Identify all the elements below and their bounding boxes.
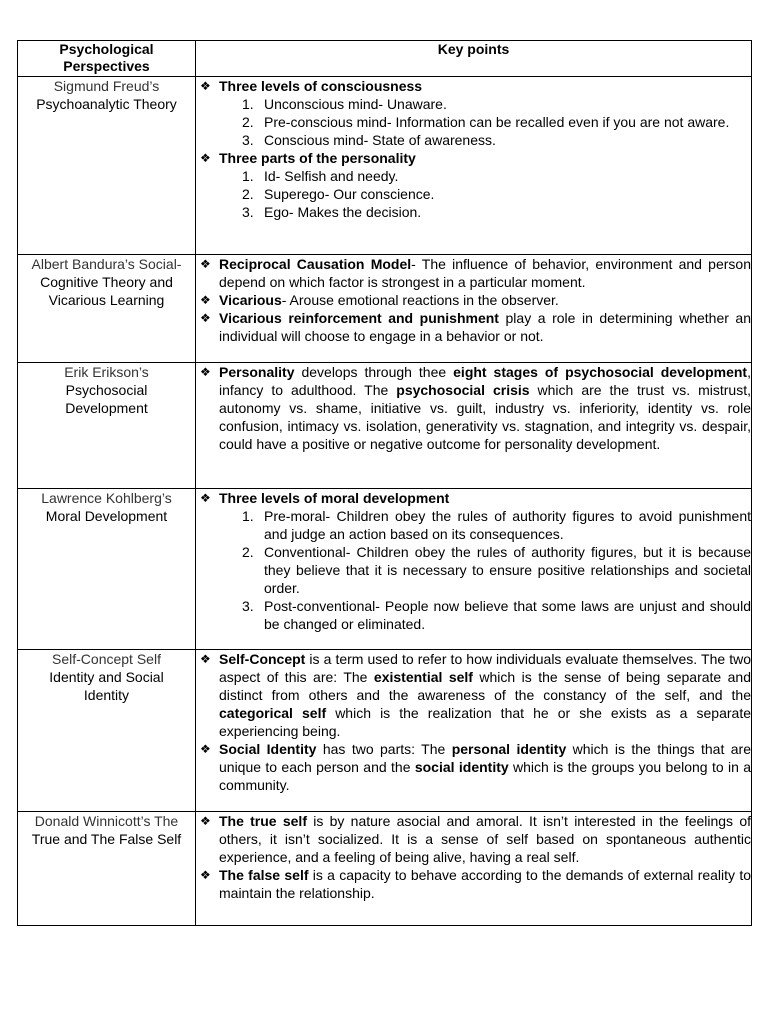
table-row — [18, 363, 752, 489]
bold-text: Social Identity — [219, 741, 317, 757]
text-run: which are the trust vs. mistrust, autonomy vs. shame, initiative vs. guilt, industry vs. inferiority, identity vs. role confusion, intimacy vs. isolation, generativity vs. stagnation, and integrity vs. despair, could have a positive or negative outcome for personality development. — [219, 382, 751, 452]
diamond-bullet-icon: ❖ — [200, 365, 211, 379]
key-points-cell — [196, 489, 752, 650]
key-points-cell — [196, 812, 752, 926]
item-number: 1. — [242, 508, 254, 524]
numbered-item — [196, 185, 751, 203]
bold-text: categorical self — [219, 705, 327, 721]
bold-text: Self-Concept — [219, 651, 306, 667]
bold-text: Three levels of consciousness — [219, 78, 423, 94]
bullet-item — [196, 255, 751, 291]
numbered-item — [196, 95, 751, 113]
diamond-bullet-icon: ❖ — [200, 491, 211, 505]
text-run: , infancy to adulthood. The — [219, 364, 751, 398]
bold-text: Vicarious — [219, 292, 282, 308]
numbered-item — [196, 507, 751, 543]
bold-text: eight stages of psychosocial development — [453, 364, 748, 380]
table-row — [18, 812, 752, 926]
text-run: Post-conventional- People now believe that some laws are unjust and should be changed or eliminated. — [264, 598, 751, 632]
bullet-item — [196, 363, 751, 453]
key-points-cell — [196, 255, 752, 363]
diamond-bullet-icon: ❖ — [200, 79, 211, 93]
numbered-item — [196, 597, 751, 633]
text-run: Conscious mind- State of awareness. — [264, 132, 496, 148]
text-run: has two parts: The — [316, 741, 452, 757]
perspective-line: Development — [65, 400, 148, 416]
bullet-item — [196, 866, 751, 902]
text-run: Superego- Our conscience. — [264, 186, 435, 202]
perspectives-table — [17, 40, 752, 926]
item-number: 2. — [242, 544, 254, 560]
header-perspectives: Psychological Perspectives — [18, 41, 196, 77]
header-row — [18, 41, 752, 77]
bullet-item — [196, 77, 751, 95]
text-run: Pre-conscious mind- Information can be recalled even if you are not aware. — [264, 114, 730, 130]
bold-text: Three levels of moral development — [219, 490, 450, 506]
item-number: 2. — [242, 114, 254, 130]
perspective-line: Identity — [83, 687, 130, 703]
perspective-cell — [18, 489, 196, 650]
numbered-item — [196, 203, 751, 221]
perspective-line: Self-Concept Self — [52, 651, 161, 667]
text-run: which is the sense of being separate and distinct from others and the awareness of the constancy of the self, and the — [219, 669, 751, 703]
perspective-line: Identity and Social — [49, 669, 164, 685]
perspective-line: Psychoanalytic Theory — [36, 96, 177, 112]
bullet-item — [196, 291, 751, 309]
perspective-line: Sigmund Freud’s — [53, 78, 160, 94]
bullet-item — [196, 149, 751, 167]
perspective-line: Psychosocial — [65, 382, 148, 398]
text-run: Ego- Makes the decision. — [264, 204, 422, 220]
perspective-line: Lawrence Kohlberg’s — [41, 490, 172, 506]
item-number: 1. — [242, 96, 254, 112]
numbered-item — [196, 167, 751, 185]
diamond-bullet-icon: ❖ — [200, 293, 211, 307]
bullet-item — [196, 812, 751, 866]
text-run: Conventional- Children obey the rules of authority figures, but it is because they believe that it is necessary to ensure positive relationships and societal order. — [264, 544, 751, 596]
perspective-cell — [18, 77, 196, 255]
bullet-item — [196, 650, 751, 740]
diamond-bullet-icon: ❖ — [200, 742, 211, 756]
numbered-item — [196, 131, 751, 149]
text-run: play a role in determining whether an individual will choose to engage in a behavior or not. — [219, 310, 752, 344]
perspective-line: Donald Winnicott’s The — [34, 813, 179, 829]
diamond-bullet-icon: ❖ — [200, 257, 211, 271]
perspective-line: True and The False Self — [31, 831, 182, 847]
table-row — [18, 255, 752, 363]
numbered-item — [196, 113, 751, 131]
perspective-cell — [18, 255, 196, 363]
bold-text: Vicarious reinforcement and punishment — [219, 310, 499, 326]
text-run: Unconscious mind- Unaware. — [264, 96, 447, 112]
text-run: develops through thee — [294, 364, 454, 380]
bullet-item — [196, 489, 751, 507]
bold-text: The true self — [219, 813, 307, 829]
bold-text: Personality — [219, 364, 295, 380]
table-row — [18, 77, 752, 255]
text-run: Id- Selfish and needy. — [264, 168, 399, 184]
diamond-bullet-icon: ❖ — [200, 652, 211, 666]
perspective-cell — [18, 812, 196, 926]
text-run: Pre-moral- Children obey the rules of authority figures to avoid punishment and judge an action based on its consequences. — [264, 508, 751, 542]
diamond-bullet-icon: ❖ — [200, 814, 211, 828]
text-run: - Arouse emotional reactions in the observer. — [281, 292, 559, 308]
perspective-line: Erik Erikson’s — [64, 364, 149, 380]
perspective-line: Vicarious Learning — [48, 292, 165, 308]
numbered-item — [196, 543, 751, 597]
text-run: which is the things that are unique to each person and the — [219, 741, 751, 775]
perspective-line: Cognitive Theory and — [40, 274, 173, 290]
bullet-item — [196, 740, 751, 794]
key-points-cell — [196, 650, 752, 812]
item-number: 3. — [242, 204, 254, 220]
item-number: 2. — [242, 186, 254, 202]
bold-text: psychosocial crisis — [396, 382, 530, 398]
bullet-item — [196, 309, 751, 345]
bold-text: The false self — [219, 867, 309, 883]
diamond-bullet-icon: ❖ — [200, 151, 211, 165]
text-run: which is the groups you belong to in a community. — [219, 759, 752, 793]
text-run: - The influence of behavior, environment and person depend on which factor is strongest in a particular moment. — [219, 256, 751, 290]
key-points-cell — [196, 363, 752, 489]
diamond-bullet-icon: ❖ — [200, 311, 211, 325]
item-number: 3. — [242, 132, 254, 148]
diamond-bullet-icon: ❖ — [200, 868, 211, 882]
perspective-line: Moral Development — [45, 508, 168, 524]
bold-text: Three parts of the personality — [219, 150, 416, 166]
text-run: is a capacity to behave according to the demands of external reality to maintain the relationship. — [219, 867, 751, 901]
text-run: is a term used to refer to how individuals evaluate themselves. The two aspect of this are: The — [219, 651, 751, 685]
bold-text: Reciprocal Causation Model — [219, 256, 412, 272]
text-run: is by nature asocial and amoral. It isn’t interested in the feelings of others, it isn’t socialized. It is a sense of self based on spontaneous authentic experience, and a feeling of being alive, having a real self. — [219, 813, 751, 865]
bold-text: social identity — [414, 759, 509, 775]
item-number: 3. — [242, 598, 254, 614]
perspective-cell — [18, 363, 196, 489]
bold-text: existential self — [373, 669, 473, 685]
text-run: which is the realization that he or she exists as a separate experiencing being. — [219, 705, 752, 739]
header-key-points: Key points — [196, 41, 752, 77]
bold-text: personal identity — [451, 741, 567, 757]
table-row — [18, 650, 752, 812]
item-number: 1. — [242, 168, 254, 184]
table-row — [18, 489, 752, 650]
key-points-cell — [196, 77, 752, 255]
perspective-line: Albert Bandura’s Social- — [31, 256, 182, 272]
perspective-cell — [18, 650, 196, 812]
